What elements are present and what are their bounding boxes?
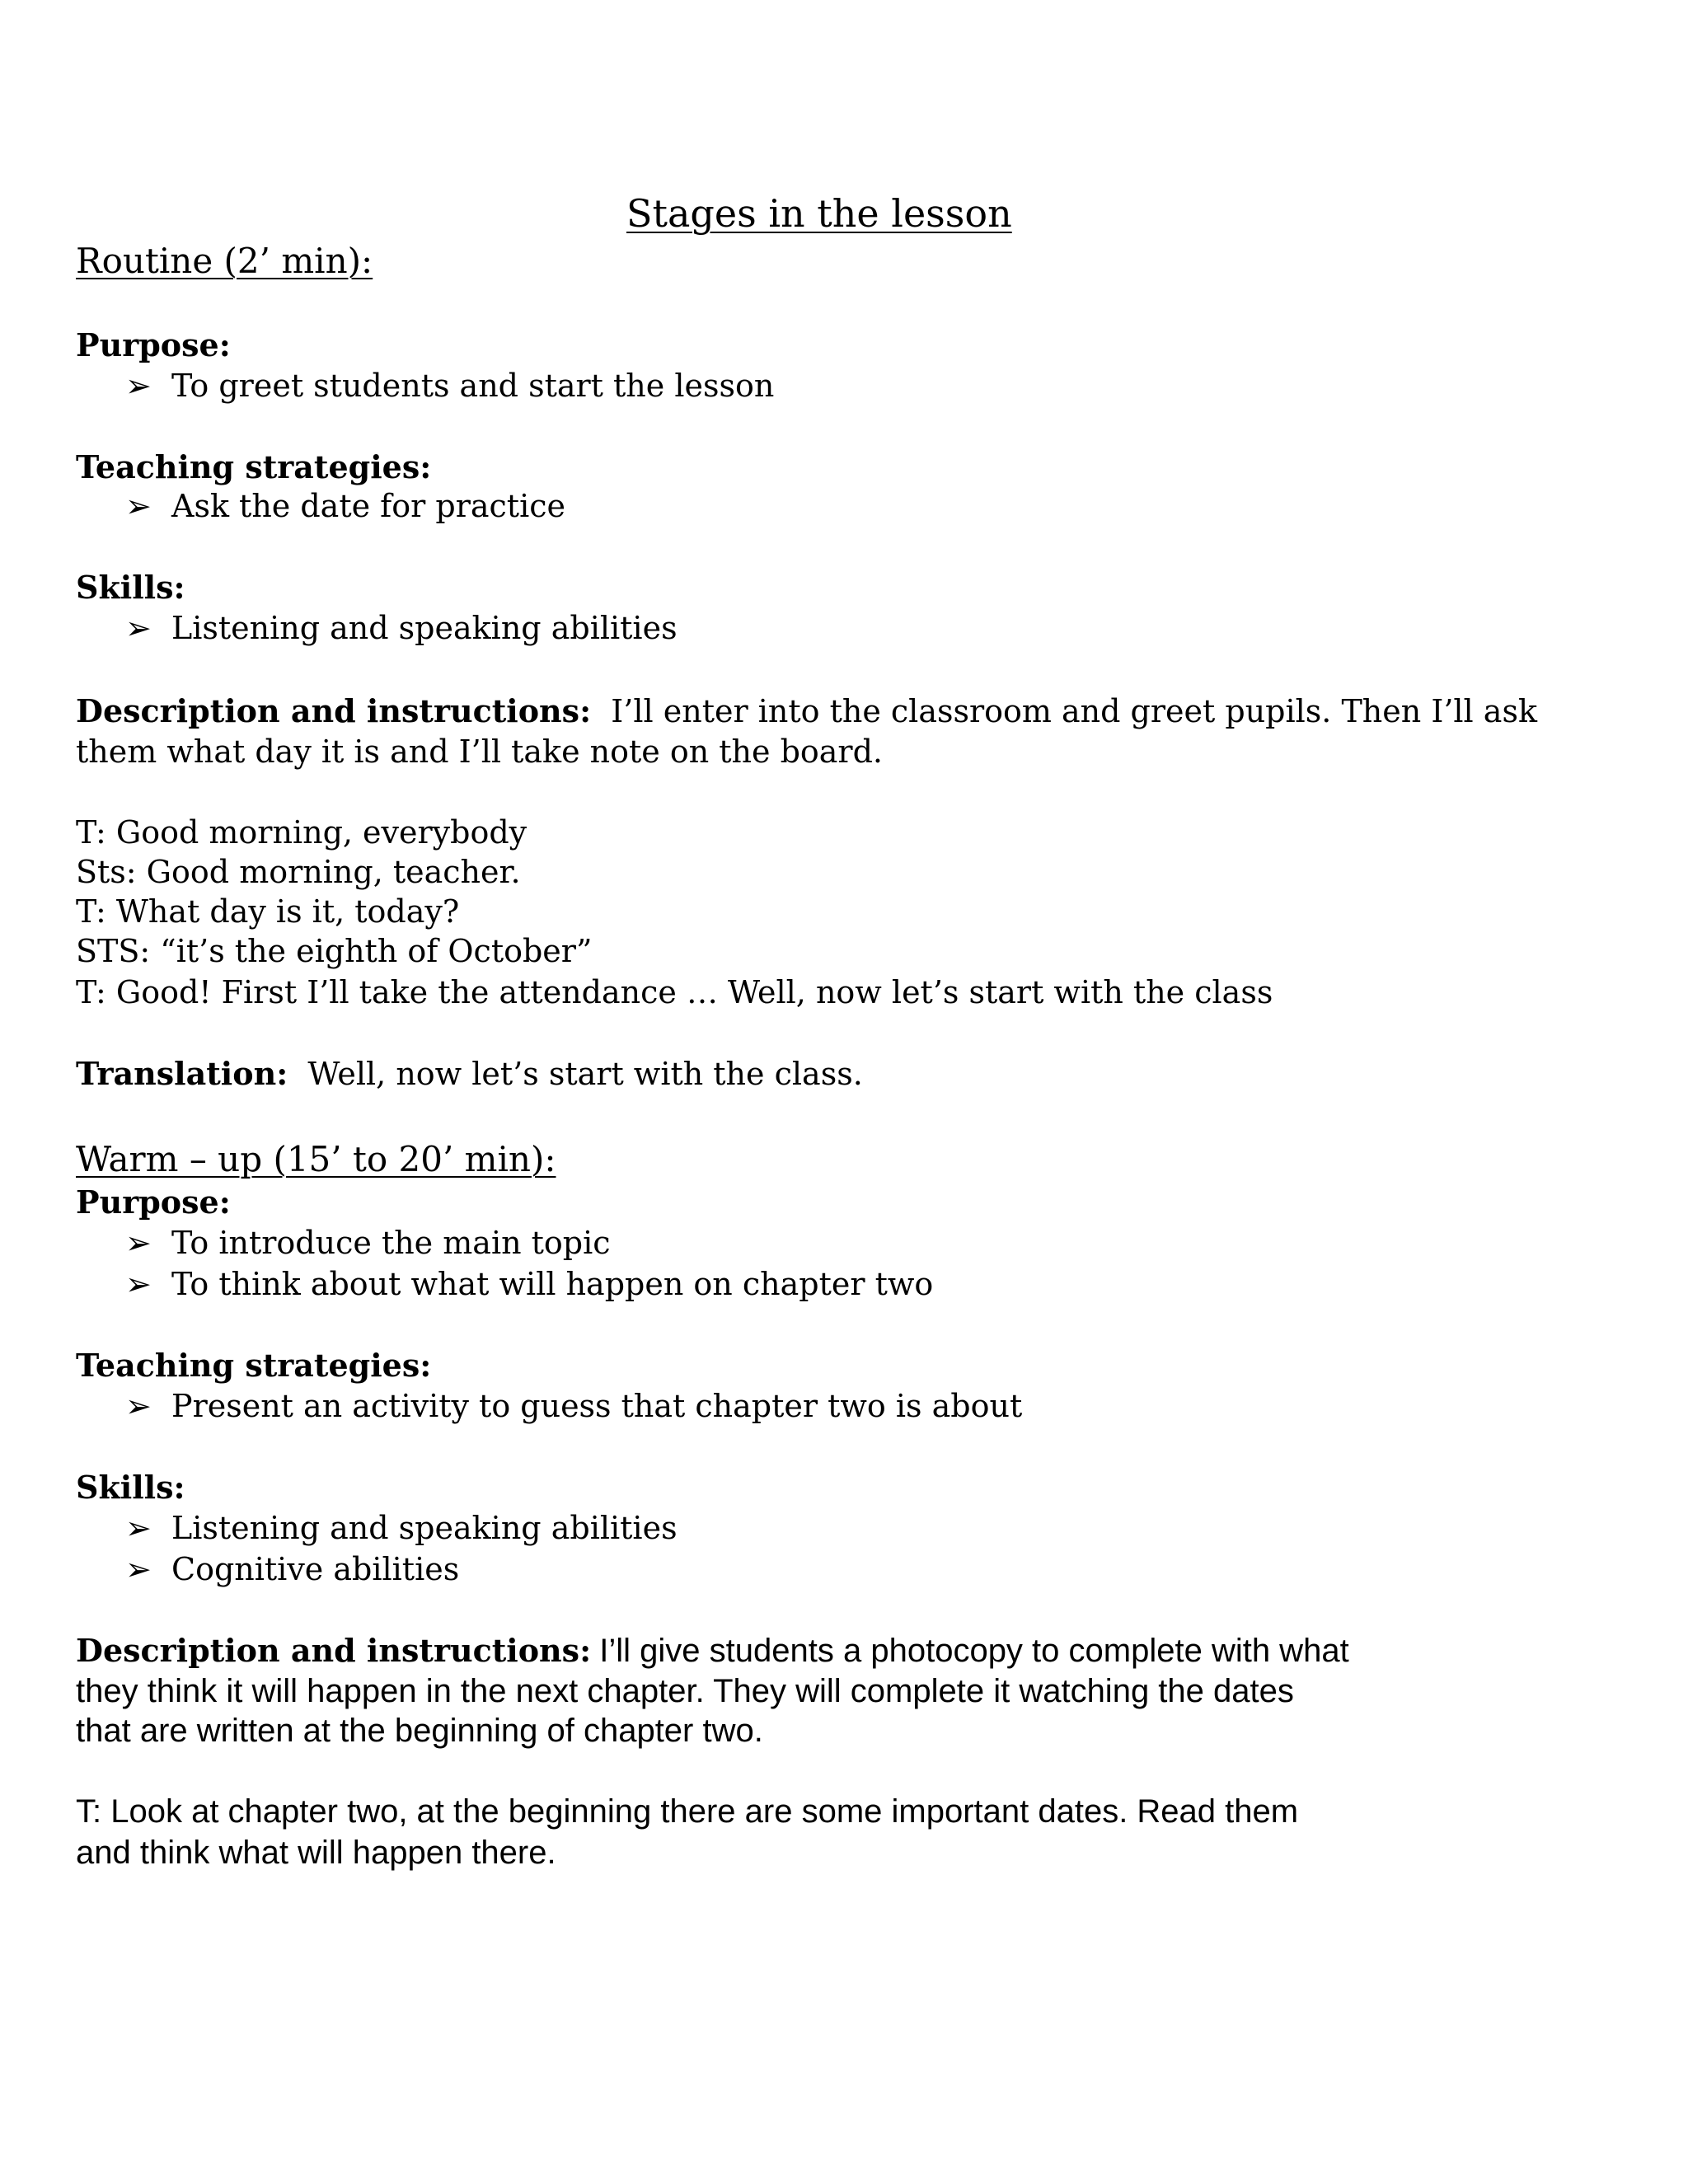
routine-strategies-label: Teaching strategies:	[76, 448, 432, 485]
routine-strategies-item: ➢ Ask the date for practice	[125, 488, 565, 524]
dialogue-line: Sts: Good morning, teacher.	[76, 854, 521, 890]
routine-purpose-item: ➢ To greet students and start the lesson	[125, 368, 775, 404]
warmup-teacher-line2: and think what will happen there.	[76, 1835, 556, 1871]
warmup-skills-item: ➢ Listening and speaking abilities	[125, 1510, 678, 1546]
translation-label: Translation:	[76, 1055, 288, 1092]
warmup-teacher-line1: T: Look at chapter two, at the beginning there are some important dates. Read them	[76, 1793, 1299, 1830]
routine-purpose-label: Purpose:	[76, 326, 231, 363]
routine-heading: Routine (2’ min):	[76, 241, 373, 281]
dialogue-line: STS: “it’s the eighth of October”	[76, 933, 593, 969]
warmup-heading: Warm – up (15’ to 20’ min):	[76, 1139, 556, 1179]
routine-translation	[76, 1055, 863, 1092]
warmup-description-line3: that are written at the beginning of chapter two.	[76, 1713, 763, 1749]
bullet-arrow-icon: ➢	[125, 1225, 152, 1261]
dialogue-line: T: Good! First I’ll take the attendance … Well, now let’s start with the class	[76, 974, 1273, 1010]
bullet-arrow-icon: ➢	[125, 1266, 152, 1302]
warmup-description	[76, 1632, 1349, 1670]
dialogue-line: T: Good morning, everybody	[76, 814, 528, 851]
bullet-arrow-icon: ➢	[125, 1388, 152, 1424]
routine-skills-label: Skills:	[76, 569, 185, 606]
page-title: Stages in the lesson	[626, 191, 1012, 236]
warmup-description-text: I’ll give students a photocopy to complete with what	[599, 1633, 1349, 1669]
routine-description	[76, 692, 1537, 729]
bullet-arrow-icon: ➢	[125, 610, 152, 646]
dialogue-line: T: What day is it, today?	[76, 893, 460, 930]
warmup-description-label: Description and instructions:	[76, 1632, 592, 1669]
bullet-arrow-icon: ➢	[125, 1510, 152, 1546]
routine-description-line2: them what day it is and I’ll take note on the board.	[76, 733, 884, 770]
translation-text: Well, now let’s start with the class.	[307, 1056, 863, 1092]
bullet-arrow-icon: ➢	[125, 368, 152, 404]
warmup-strategies-label: Teaching strategies:	[76, 1347, 432, 1384]
bullet-arrow-icon: ➢	[125, 488, 152, 524]
warmup-purpose-label: Purpose:	[76, 1183, 231, 1221]
warmup-strategies-item: ➢ Present an activity to guess that chapter two is about	[125, 1388, 1023, 1424]
warmup-skills-item: ➢ Cognitive abilities	[125, 1551, 460, 1587]
routine-description-label: Description and instructions:	[76, 692, 592, 729]
bullet-arrow-icon: ➢	[125, 1551, 152, 1587]
warmup-purpose-item: ➢ To think about what will happen on chapter two	[125, 1266, 934, 1302]
warmup-description-line2: they think it will happen in the next chapter. They will complete it watching the dates	[76, 1673, 1294, 1709]
warmup-skills-label: Skills:	[76, 1469, 185, 1506]
routine-description-text: I’ll enter into the classroom and greet pupils. Then I’ll ask	[611, 693, 1537, 729]
warmup-purpose-item: ➢ To introduce the main topic	[125, 1225, 611, 1261]
routine-skills-item: ➢ Listening and speaking abilities	[125, 610, 678, 646]
